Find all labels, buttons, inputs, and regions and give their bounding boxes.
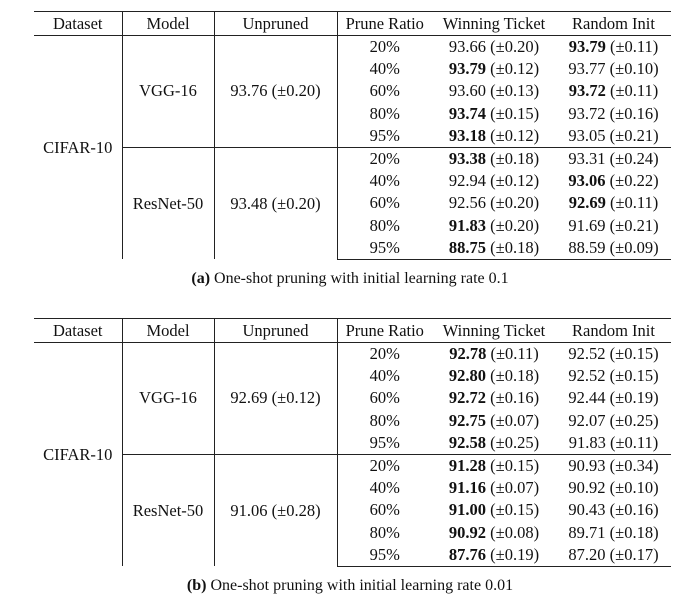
winning-ticket-stddev: (±0.16) bbox=[486, 388, 540, 408]
table-body bbox=[34, 36, 671, 260]
winning-ticket-cell bbox=[432, 215, 556, 237]
prune-ratio-cell: 60% bbox=[369, 193, 400, 213]
random-init-value: 92.07 bbox=[568, 410, 606, 430]
random-init-value: 93.72 bbox=[568, 103, 606, 123]
header-row bbox=[34, 319, 671, 343]
table-row bbox=[34, 36, 671, 58]
random-init-value: 90.43 bbox=[568, 500, 606, 520]
unpruned-cell: 93.76 (±0.20) bbox=[214, 36, 337, 148]
winning-ticket-stddev: (±0.12) bbox=[486, 126, 540, 145]
table-caption bbox=[0, 577, 700, 595]
prune-ratio-cell: 40% bbox=[369, 478, 400, 498]
col-header-prune-ratio: Prune Ratio bbox=[337, 12, 432, 36]
winning-ticket-value: 93.66 bbox=[448, 36, 487, 56]
col-header-model: Model bbox=[122, 319, 214, 343]
random-init-stddev: (±0.10) bbox=[605, 59, 659, 79]
random-init-cell bbox=[556, 454, 671, 476]
random-init-cell bbox=[556, 343, 671, 365]
winning-ticket-stddev: (±0.19) bbox=[486, 544, 540, 564]
results-table bbox=[34, 11, 671, 260]
random-init-value: 90.93 bbox=[568, 455, 606, 475]
col-header-winning-ticket: Winning Ticket bbox=[432, 12, 556, 36]
winning-ticket-stddev: (±0.12) bbox=[486, 171, 540, 191]
table-row bbox=[34, 147, 671, 169]
prune-ratio-cell: 95% bbox=[369, 126, 400, 145]
winning-ticket-value: 91.16 bbox=[448, 478, 487, 498]
table-header bbox=[34, 319, 671, 343]
random-init-stddev: (±0.09) bbox=[605, 237, 659, 257]
random-init-stddev: (±0.11) bbox=[605, 81, 659, 101]
winning-ticket-stddev: (±0.15) bbox=[486, 455, 540, 475]
prune-ratio-cell: 20% bbox=[337, 147, 432, 169]
winning-ticket-value: 92.78 bbox=[449, 343, 487, 363]
random-init-stddev: (±0.16) bbox=[605, 500, 659, 520]
random-init-cell bbox=[556, 544, 671, 566]
random-init-value: 92.44 bbox=[568, 388, 606, 408]
random-init-cell bbox=[556, 103, 671, 125]
winning-ticket-cell bbox=[432, 192, 556, 214]
random-init-stddev: (±0.10) bbox=[605, 478, 659, 498]
winning-ticket-value: 93.74 bbox=[448, 103, 487, 123]
random-init-stddev: (±0.25) bbox=[605, 410, 659, 430]
col-header-model: Model bbox=[122, 12, 214, 36]
random-init-value: 93.77 bbox=[568, 59, 606, 79]
winning-ticket-stddev: (±0.20) bbox=[486, 215, 540, 235]
random-init-cell bbox=[556, 477, 671, 499]
winning-ticket-value: 88.75 bbox=[448, 237, 487, 257]
random-init-value: 93.31 bbox=[568, 148, 606, 168]
table-row bbox=[34, 343, 671, 365]
random-init-value: 87.20 bbox=[568, 544, 606, 564]
model-cell: VGG-16 bbox=[122, 36, 214, 148]
winning-ticket-cell bbox=[432, 58, 556, 80]
prune-ratio-cell: 40% bbox=[369, 366, 400, 386]
random-init-value: 92.52 bbox=[568, 366, 606, 386]
winning-ticket-cell bbox=[432, 410, 556, 432]
winning-ticket-stddev: (±0.20) bbox=[486, 36, 540, 56]
col-header-prune-ratio: Prune Ratio bbox=[337, 319, 432, 343]
random-init-cell bbox=[556, 387, 671, 409]
unpruned-cell: 91.06 (±0.28) bbox=[214, 454, 337, 566]
random-init-stddev: (±0.11) bbox=[605, 433, 659, 452]
winning-ticket-cell bbox=[432, 103, 556, 125]
winning-ticket-stddev: (±0.18) bbox=[486, 237, 540, 257]
random-init-cell bbox=[556, 365, 671, 387]
caption-text: One-shot pruning with initial learning rate 0.1 bbox=[214, 270, 509, 287]
random-init-stddev: (±0.16) bbox=[605, 103, 659, 123]
prune-ratio-cell: 40% bbox=[369, 59, 400, 79]
winning-ticket-cell bbox=[432, 36, 556, 58]
model-cell: ResNet-50 bbox=[122, 454, 214, 566]
winning-ticket-stddev: (±0.18) bbox=[486, 148, 540, 168]
random-init-cell bbox=[556, 147, 671, 169]
prune-ratio-cell: 80% bbox=[369, 522, 400, 542]
random-init-stddev: (±0.15) bbox=[605, 366, 659, 386]
winning-ticket-cell bbox=[432, 477, 556, 499]
winning-ticket-cell bbox=[432, 125, 556, 147]
winning-ticket-cell bbox=[432, 454, 556, 476]
winning-ticket-cell bbox=[432, 80, 556, 102]
winning-ticket-stddev: (±0.12) bbox=[486, 59, 540, 79]
winning-ticket-stddev: (±0.18) bbox=[486, 366, 540, 386]
random-init-cell bbox=[556, 125, 671, 147]
prune-ratio-cell: 80% bbox=[369, 103, 400, 123]
random-init-value: 93.79 bbox=[568, 36, 606, 56]
prune-ratio-cell: 80% bbox=[369, 215, 400, 235]
random-init-cell bbox=[556, 192, 671, 214]
winning-ticket-cell bbox=[432, 522, 556, 544]
random-init-stddev: (±0.15) bbox=[605, 343, 659, 363]
prune-ratio-cell: 95% bbox=[369, 433, 400, 452]
winning-ticket-cell bbox=[432, 387, 556, 409]
prune-ratio-cell: 60% bbox=[369, 81, 400, 101]
random-init-cell bbox=[556, 80, 671, 102]
random-init-cell bbox=[556, 522, 671, 544]
winning-ticket-stddev: (±0.11) bbox=[486, 343, 539, 363]
random-init-cell bbox=[556, 237, 671, 259]
dataset-cell: CIFAR-10 bbox=[34, 343, 122, 567]
caption-label: (b) bbox=[186, 577, 207, 594]
winning-ticket-value: 92.56 bbox=[448, 193, 487, 213]
col-header-unpruned: Unpruned bbox=[214, 319, 337, 343]
winning-ticket-value: 93.60 bbox=[448, 81, 487, 101]
winning-ticket-stddev: (±0.07) bbox=[486, 410, 540, 430]
prune-ratio-cell: 60% bbox=[369, 500, 400, 520]
winning-ticket-value: 92.72 bbox=[448, 388, 487, 408]
random-init-value: 91.69 bbox=[568, 215, 606, 235]
winning-ticket-cell bbox=[432, 544, 556, 566]
random-init-value: 88.59 bbox=[568, 237, 606, 257]
table-header bbox=[34, 12, 671, 36]
table-body bbox=[34, 343, 671, 567]
random-init-stddev: (±0.18) bbox=[605, 522, 659, 542]
winning-ticket-value: 87.76 bbox=[448, 544, 487, 564]
table-row bbox=[34, 454, 671, 476]
winning-ticket-value: 92.94 bbox=[448, 171, 487, 191]
random-init-stddev: (±0.21) bbox=[605, 126, 659, 145]
winning-ticket-stddev: (±0.07) bbox=[486, 478, 540, 498]
winning-ticket-value: 92.75 bbox=[448, 410, 487, 430]
results-table bbox=[34, 318, 671, 567]
random-init-stddev: (±0.21) bbox=[605, 215, 659, 235]
prune-ratio-cell: 20% bbox=[369, 343, 400, 363]
random-init-stddev: (±0.11) bbox=[605, 36, 659, 56]
prune-ratio-cell: 20% bbox=[369, 36, 400, 56]
col-header-unpruned: Unpruned bbox=[214, 12, 337, 36]
random-init-cell bbox=[556, 215, 671, 237]
random-init-value: 92.52 bbox=[568, 343, 606, 363]
winning-ticket-value: 91.83 bbox=[448, 215, 487, 235]
random-init-value: 89.71 bbox=[568, 522, 606, 542]
winning-ticket-cell bbox=[432, 365, 556, 387]
table-caption bbox=[0, 270, 700, 288]
winning-ticket-cell bbox=[432, 237, 556, 259]
col-header-winning-ticket: Winning Ticket bbox=[432, 319, 556, 343]
unpruned-cell: 93.48 (±0.20) bbox=[214, 147, 337, 259]
random-init-stddev: (±0.17) bbox=[605, 544, 659, 564]
winning-ticket-stddev: (±0.25) bbox=[486, 433, 540, 452]
winning-ticket-value: 93.18 bbox=[448, 126, 487, 145]
caption-text: One-shot pruning with initial learning rate 0.01 bbox=[210, 577, 514, 594]
winning-ticket-cell bbox=[432, 499, 556, 521]
dataset-cell: CIFAR-10 bbox=[34, 36, 122, 260]
col-header-random-init: Random Init bbox=[556, 12, 671, 36]
random-init-stddev: (±0.34) bbox=[605, 455, 659, 475]
winning-ticket-value: 91.00 bbox=[448, 500, 487, 520]
unpruned-cell: 92.69 (±0.12) bbox=[214, 343, 337, 455]
winning-ticket-value: 92.58 bbox=[448, 433, 487, 452]
col-header-dataset: Dataset bbox=[34, 12, 122, 36]
winning-ticket-value: 90.92 bbox=[448, 522, 487, 542]
winning-ticket-value: 91.28 bbox=[448, 455, 487, 475]
col-header-dataset: Dataset bbox=[34, 319, 122, 343]
prune-ratio-cell: 80% bbox=[369, 410, 400, 430]
caption-label: (a) bbox=[191, 270, 211, 287]
winning-ticket-value: 93.38 bbox=[448, 148, 487, 168]
random-init-cell bbox=[556, 36, 671, 58]
random-init-value: 91.83 bbox=[568, 433, 606, 452]
random-init-value: 93.72 bbox=[568, 81, 606, 101]
random-init-value: 93.05 bbox=[568, 126, 606, 145]
random-init-value: 93.06 bbox=[568, 171, 606, 191]
model-cell: VGG-16 bbox=[122, 343, 214, 455]
winning-ticket-stddev: (±0.13) bbox=[486, 81, 540, 101]
random-init-cell bbox=[556, 170, 671, 192]
random-init-value: 92.69 bbox=[568, 193, 606, 213]
winning-ticket-stddev: (±0.15) bbox=[486, 103, 540, 123]
random-init-stddev: (±0.24) bbox=[605, 148, 659, 168]
winning-ticket-cell bbox=[432, 170, 556, 192]
random-init-stddev: (±0.11) bbox=[605, 193, 659, 213]
random-init-stddev: (±0.22) bbox=[605, 171, 659, 191]
winning-ticket-stddev: (±0.08) bbox=[486, 522, 540, 542]
random-init-value: 90.92 bbox=[568, 478, 606, 498]
winning-ticket-stddev: (±0.20) bbox=[486, 193, 540, 213]
prune-ratio-cell: 40% bbox=[369, 171, 400, 191]
prune-ratio-cell: 95% bbox=[337, 544, 432, 566]
winning-ticket-value: 93.79 bbox=[448, 59, 487, 79]
prune-ratio-cell: 20% bbox=[337, 454, 432, 476]
random-init-stddev: (±0.19) bbox=[605, 388, 659, 408]
winning-ticket-cell bbox=[432, 147, 556, 169]
random-init-cell bbox=[556, 499, 671, 521]
prune-ratio-cell: 60% bbox=[369, 388, 400, 408]
winning-ticket-cell bbox=[432, 432, 556, 454]
prune-ratio-cell: 95% bbox=[337, 237, 432, 259]
random-init-cell bbox=[556, 58, 671, 80]
winning-ticket-cell bbox=[432, 343, 556, 365]
winning-ticket-stddev: (±0.15) bbox=[486, 500, 540, 520]
random-init-cell bbox=[556, 410, 671, 432]
header-row bbox=[34, 12, 671, 36]
random-init-cell bbox=[556, 432, 671, 454]
model-cell: ResNet-50 bbox=[122, 147, 214, 259]
winning-ticket-value: 92.80 bbox=[448, 366, 487, 386]
col-header-random-init: Random Init bbox=[556, 319, 671, 343]
